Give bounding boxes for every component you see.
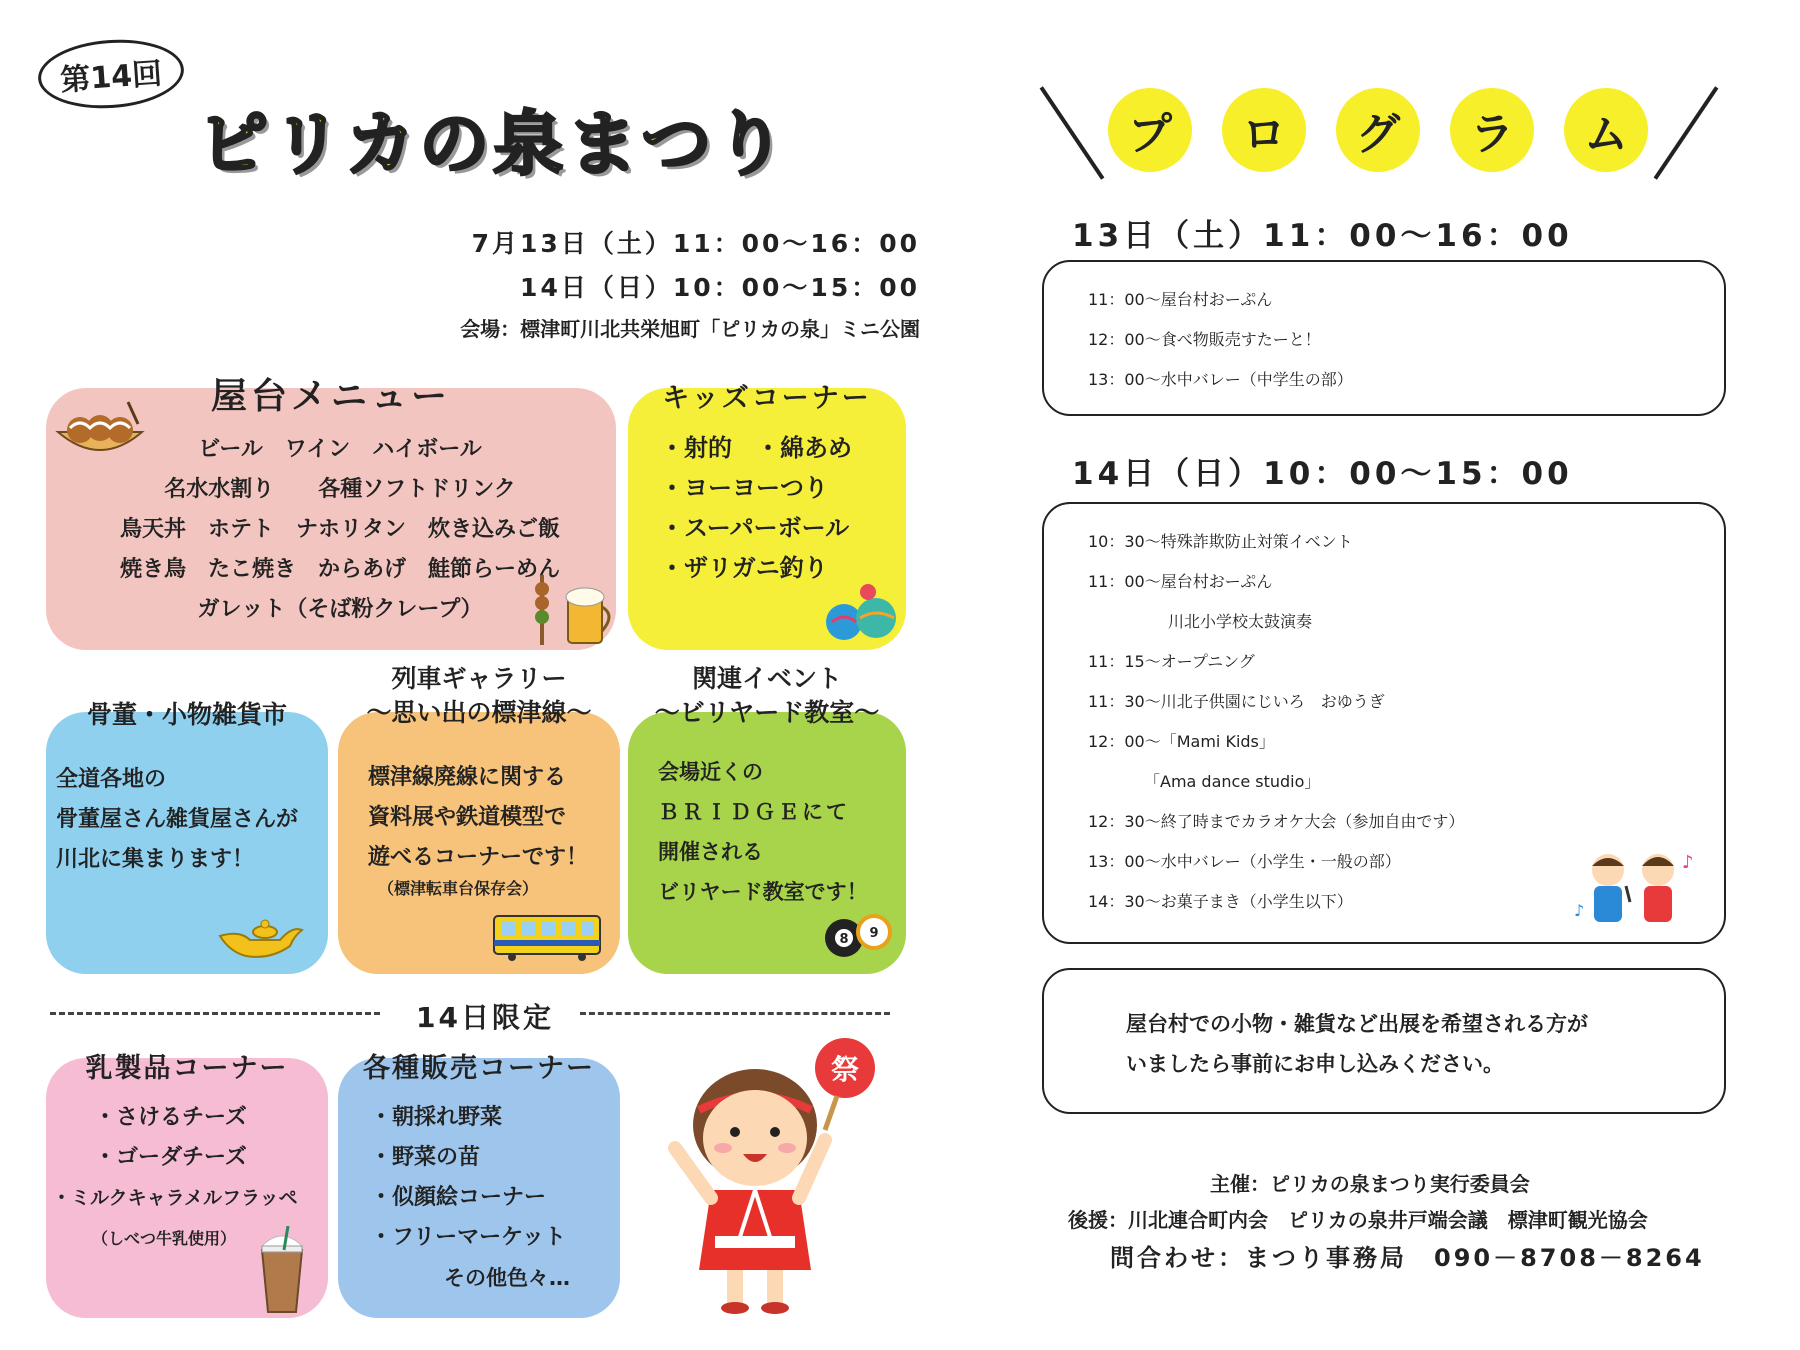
schedule-row: 11：00～屋台村おーぷん xyxy=(1088,572,1273,591)
billiard-line: ビリヤード教室です！ xyxy=(658,880,868,904)
schedule-row: 10：30～特殊詐欺防止対策イベント xyxy=(1088,532,1353,551)
festival-title: ピリカの泉まつり xyxy=(198,103,790,185)
dairy-line: ・ゴーダチーズ xyxy=(94,1145,247,1170)
program-slash-right xyxy=(1654,86,1719,179)
magic-lamp-icon xyxy=(210,900,310,962)
billiard-line: ＢＲＩＤＧＥにて xyxy=(658,800,850,824)
train-line: 遊べるコーナーです！ xyxy=(368,845,589,870)
dairy-corner-note: （しべつ牛乳使用） xyxy=(92,1229,237,1248)
frappe-icon xyxy=(254,1226,310,1316)
train-line: 標津線廃線に関する xyxy=(368,765,567,790)
schedule-row: 12：30～終了時までカラオケ大会（参加自由です） xyxy=(1088,812,1465,831)
yatai-menu-title: 屋台メニュー xyxy=(210,376,451,417)
train-gallery-title xyxy=(338,662,620,730)
contact: 問合わせ：まつり事務局 090－8708－8264 xyxy=(1110,1244,1705,1272)
edition-badge: 第14回 xyxy=(36,35,186,113)
sales-line: ・野菜の苗 xyxy=(370,1145,481,1170)
organizer: 主催：ピリカの泉まつり実行委員会 xyxy=(1210,1172,1530,1196)
schedule-row: 川北小学校太鼓演奏 xyxy=(1088,612,1313,631)
train-gallery-text xyxy=(368,758,588,878)
yoyo-balloon-icon xyxy=(822,582,902,644)
day2-schedule xyxy=(1088,522,1464,922)
sales-corner-note: その他色々… xyxy=(444,1266,570,1290)
menu-line: 鳥天丼 ホテト ナホリタン 炊き込みご飯 xyxy=(119,517,560,542)
train-gallery-note: （標津転車台保存会） xyxy=(378,879,539,898)
schedule-row: 12：00～食べ物販売すたーと！ xyxy=(1088,330,1321,349)
antique-market-title: 骨董・小物雑貨市 xyxy=(86,700,287,729)
festival-fan-label: 祭 xyxy=(830,1053,859,1086)
program-letter: グ xyxy=(1336,88,1420,172)
menu-line: 焼き鳥 たこ焼き からあげ 鮭節らーめん xyxy=(119,557,560,582)
billiard-line: 開催される xyxy=(658,840,763,864)
billiard-ball-icon xyxy=(822,910,894,960)
billiard-event-text xyxy=(658,752,868,912)
billiard-event-title-main: 関連イベント xyxy=(691,664,842,693)
day1-heading: 13日（土）11：00～16：00 xyxy=(1072,218,1573,254)
kids-line: ・スーパーボール xyxy=(660,514,850,542)
train-gallery-title-main: 列車ギャラリー xyxy=(391,664,567,693)
svg-text:9: 9 xyxy=(869,926,879,941)
kids-line: ・射的 ・綿あめ xyxy=(660,434,852,462)
program-letter: ラ xyxy=(1450,88,1534,172)
antique-market-text xyxy=(56,760,298,880)
kids-line: ・ザリガニ釣り xyxy=(660,554,828,582)
menu-line: ビール ワイン ハイボール xyxy=(198,437,482,462)
kids-corner-list xyxy=(660,428,852,588)
billiard-event-subtitle: ～ビリヤード教室～ xyxy=(654,698,880,727)
limited-label: 14日限定 xyxy=(416,1001,554,1034)
svg-text:♪: ♪ xyxy=(1574,901,1585,920)
kids-corner-title: キッズコーナー xyxy=(662,383,872,414)
divider-right xyxy=(580,1012,890,1015)
schedule-row: 13：00～水中バレー（小学生・一般の部） xyxy=(1088,852,1401,871)
train-icon xyxy=(492,912,602,962)
sales-corner-list xyxy=(370,1098,566,1258)
divider-left xyxy=(50,1012,380,1015)
train-line: 資料展や鉄道模型で xyxy=(368,805,567,830)
schedule-row: 11：00～屋台村おーぷん xyxy=(1088,290,1273,309)
antique-line: 全道各地の xyxy=(56,767,167,792)
sales-line: ・似顔絵コーナー xyxy=(370,1185,547,1210)
day1-schedule xyxy=(1088,280,1353,400)
date-day1: 7月13日（土）11：00～16：00 xyxy=(471,229,920,258)
schedule-row: 12：00～「Mami Kids」 xyxy=(1088,732,1275,751)
festival-child-illustration xyxy=(655,1030,885,1320)
date-day2: 14日（日）10：00～15：00 xyxy=(520,273,920,302)
svg-text:♪: ♪ xyxy=(1682,852,1694,873)
schedule-row: 13：00～水中バレー（中学生の部） xyxy=(1088,370,1353,389)
program-letter: ロ xyxy=(1222,88,1306,172)
kids-line: ・ヨーヨーつり xyxy=(660,474,828,502)
schedule-row: 14：30～お菓子まき（小学生以下） xyxy=(1088,892,1353,911)
sales-line: ・フリーマーケット xyxy=(370,1225,567,1250)
svg-text:8: 8 xyxy=(839,932,849,947)
schedule-row: 「Ama dance studio」 xyxy=(1088,772,1321,791)
dairy-line: ・さけるチーズ xyxy=(94,1105,247,1130)
antique-line: 骨董屋さん雑貨屋さんが xyxy=(56,807,299,832)
billiard-event-title xyxy=(628,662,906,730)
notice-line: 屋台村での小物・雑貨など出展を希望される方が xyxy=(1126,1012,1588,1036)
program-letter: プ xyxy=(1108,88,1192,172)
menu-line: 名水水割り 各種ソフトドリンク xyxy=(164,477,516,502)
program-slash-left xyxy=(1040,86,1105,179)
notice-line: いましたら事前にお申し込みください。 xyxy=(1126,1052,1504,1076)
dairy-line: ・ミルクキャラメルフラッペ xyxy=(52,1187,298,1209)
sales-line: ・朝採れ野菜 xyxy=(370,1105,503,1130)
dairy-corner-list xyxy=(52,1098,328,1218)
menu-line: ガレット（そば粉クレープ） xyxy=(197,597,483,622)
train-gallery-subtitle: ～思い出の標津線～ xyxy=(366,698,592,727)
schedule-row: 11：15～オープニング xyxy=(1088,652,1255,671)
dairy-corner-title: 乳製品コーナー xyxy=(85,1053,289,1084)
beer-yakitori-icon xyxy=(528,575,618,650)
singing-children-icon xyxy=(1570,846,1700,936)
supporters: 後援：川北連合町内会 ピリカの泉井戸端会議 標津町観光協会 xyxy=(1068,1208,1648,1232)
venue: 会場：標津町川北共栄旭町「ピリカの泉」ミニ公園 xyxy=(460,317,920,341)
program-letter: ム xyxy=(1564,88,1648,172)
schedule-row: 11：30～川北子供園にじいろ おゆうぎ xyxy=(1088,692,1385,711)
sales-corner-title: 各種販売コーナー xyxy=(363,1053,595,1084)
billiard-line: 会場近くの xyxy=(658,760,763,784)
antique-line: 川北に集まります！ xyxy=(56,847,255,872)
day2-heading: 14日（日）10：00～15：00 xyxy=(1072,456,1573,492)
program-heading xyxy=(1108,88,1648,172)
exhibitor-notice xyxy=(1126,1004,1588,1084)
